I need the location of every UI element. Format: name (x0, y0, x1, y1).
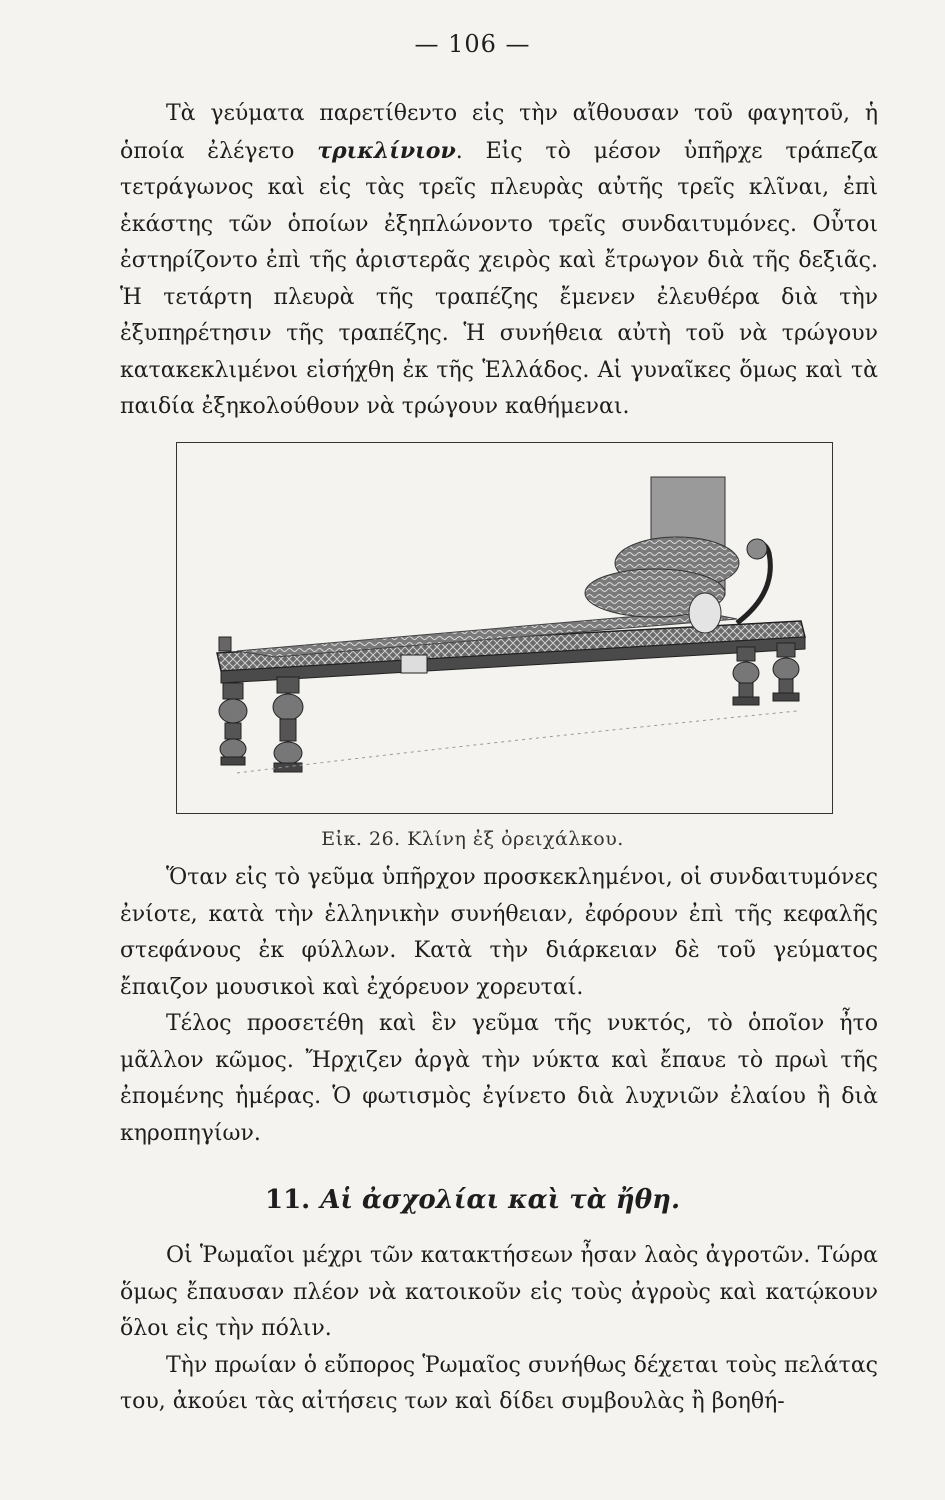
banquet-paragraph-block (120, 860, 878, 1152)
paragraph-triclinium (120, 96, 878, 426)
section-heading (0, 1185, 945, 1215)
section-title: Αἱ ἀσχολίαι καὶ τὰ ἤθη. (320, 1185, 680, 1215)
couch-fulcrum-ornament (747, 539, 767, 559)
couch-leg-back-right (773, 643, 799, 701)
figure-caption: Εἰκ. 26. Κλίνη ἐξ ὀρειχάλκου. (321, 828, 624, 850)
couch-finial (219, 637, 231, 651)
paragraph-text-end: . Εἰς τὸ μέσον ὑπῆρχε τράπεζα τετράγωνος καὶ εἰς τὰς τρεῖς πλευρὰς αὐτῆς τρεῖς κλῖναι, ἐπὶ ἑκάστης τῶν ὁποίων ἐξηπλώνοντο τρεῖς συνδαιτυμόνες. Οὗτοι ἐστηρίζοντο ἐπὶ τῆς ἀριστερᾶς χειρὸς καὶ ἔτρωγον διὰ τῆς δεξιᾶς. Ἡ τετάρτη πλευρὰ τῆς τραπέζης ἔμενεν ἐλευθέρα διὰ τὴν ἐξυπηρέτησιν τῆς τραπέζης. Ἡ συνήθεια αὐτὴ τοῦ νὰ τρώγουν κατακεκλιμένοι εἰσήχθη ἐκ τῆς Ἑλλάδος. Αἱ γυναῖκες ὅμως καὶ τὰ παιδία ἐξηκολούθουν νὰ τρώγουν καθήμεναι. (120, 138, 878, 419)
paragraph-guests: Ὅταν εἰς τὸ γεῦμα ὑπῆρχον προσκεκλημένοι, οἱ συνδαιτυμόνες ἐνίοτε, κατὰ τὴν ἑλληνικὴν συνήθειαν, ἐφόρουν ἐπὶ τῆς κεφαλῆς στεφάνους ἐκ φύλλων. Κατὰ τὴν διάρκειαν δὲ τοῦ γεύματος ἔπαιζον μουσικοὶ καὶ ἐχόρευον χορευταί. (120, 865, 878, 1000)
paragraph-farmers: Οἱ Ῥωμαῖοι μέχρι τῶν κατακτήσεων ἦσαν λαὸς ἀγροτῶν. Τώρα ὅμως ἔπαυσαν πλέον νὰ κατοικοῦν εἰς τοὺς ἀγροὺς καὶ κατῴκουν ὅλοι εἰς τὴν πόλιν. (120, 1243, 878, 1341)
occupations-paragraph-block (120, 1238, 878, 1421)
section-number: 11. (265, 1185, 311, 1215)
figure-bronze-couch (176, 442, 833, 814)
couch-inlay-panel (401, 655, 427, 673)
paragraph-night-meal: Τέλος προσετέθη καὶ ἓν γεῦμα τῆς νυκτός, τὸ ὁποῖον ἦτο μᾶλλον κῶμος. Ἤρχιζεν ἀργὰ τὴν νύκτα καὶ ἔπαυε τὸ πρωὶ τῆς ἐπομένης ἡμέρας. Ὁ φωτισμὸς ἐγίνετο διὰ λυχνιῶν ἐλαίου ἢ διὰ κηροπηγίων. (120, 1011, 878, 1146)
paragraph-text-start: Τὰ γεύματα παρετίθεντο εἰς τὴν αἴθουσαν τοῦ φαγητοῦ, ἡ ὁποία ἐλέγετο (120, 101, 878, 164)
floor-shadow (237, 711, 797, 773)
couch-illustration (177, 443, 831, 812)
intro-paragraph-block (120, 96, 878, 426)
couch-leg-back-left (733, 647, 759, 705)
paragraph-morning-clients: Τὴν πρωίαν ὁ εὔπορος Ῥωμαῖος συνήθως δέχεται τοὺς πελάτας του, ἀκούει τὰς αἰτήσεις των καὶ δίδει συμβουλὰς ἢ βοηθή- (120, 1352, 878, 1414)
couch-leg-front-left (219, 683, 247, 765)
couch-leg-front-right (273, 677, 303, 772)
term-triclinium: τρικλίνιον (317, 137, 456, 164)
page-number: — 106 — (414, 30, 531, 58)
couch-bolster-end (689, 593, 721, 633)
